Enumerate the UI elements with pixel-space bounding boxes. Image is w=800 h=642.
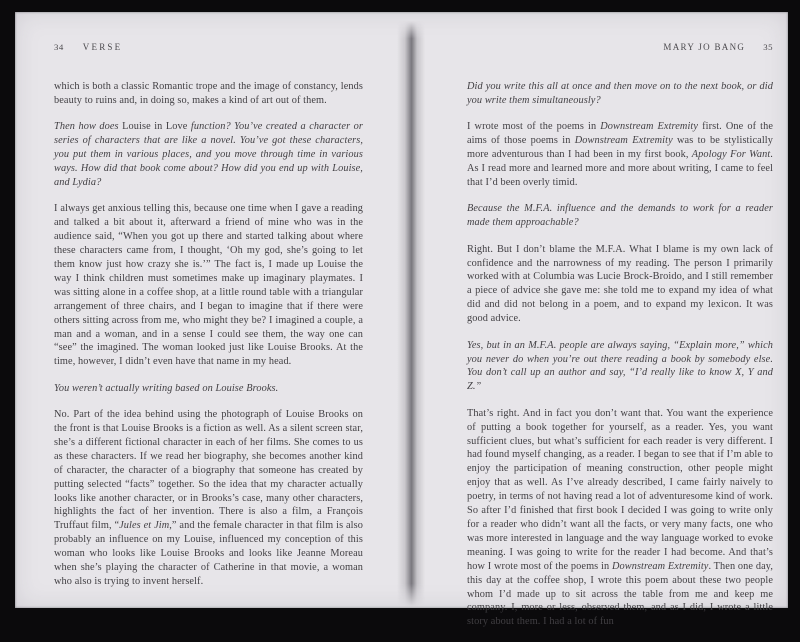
text-segment: Right. But I don’t blame the M.F.A. What I blame is my own lack of confidence and the narrowness of my reading. The person I primarily worked with at Columbia was Lucie Brock-Broido, and I still remember a piece of advice she gave me: she told me to expand my idea of what did and did not belong in a poem, and to expand my lexicon. It was good advice. [467, 243, 773, 325]
text-segment: I always get anxious telling this, because one time when I gave a reading and talked a bit about it, afterward a friend of mine who was in the audience said, “When you got up there and started talking about where these characters came from, I thought, ‘Oh my god, she’s going to let them know just how crazy she is.’” The fact is, I made up Louise the way I think children must sometimes make up imaginary playmates. I was sitting alone in a coffee shop, at a little round table with a triangular arrangement of three chairs, and I began to imagine that if there were others sitting across from me, who might they be? I imagined a couple, a man and a woman, and in a sense I could see them, the way one can “see” the imagined. The woman looked just like Louise Brooks. At the time, however, I didn’t even have that name in my head. [54, 203, 363, 368]
interview-question [467, 202, 773, 230]
page-left [54, 42, 363, 601]
text-segment: I wrote most of the poems in [467, 121, 601, 133]
interview-question [54, 120, 363, 190]
text-segment: which is both a classic Romantic trope and the image of constancy, lends beauty to ruins and, in doing so, makes a kind of art out of them. [54, 81, 363, 106]
text-segment: . As I read more and learned more and more about writing, I came to feel that I’d been overly timid. [467, 149, 773, 188]
text-segment: ,” and the female character in that film is also probably an influence on my Louise, influenced my conception of this woman who looks like Louise Brooks and looks like Jeanne Moreau when she’s playing the character of Catherine in that movie, a woman who also is trying to invent herself. [54, 520, 363, 587]
text-segment: That’s right. And in fact you don’t want that. You want the experience of putting a book together for yourself, as a reader. Yes, you want sufficient clues, but what’s sufficient for each reader is very different. I had found myself changing, as a reader. I began to see that if I’m able to enjoy the participation of meaning construction, other people might enjoy that as well. As I’ve already described, I came fairly naively to poetry, in terms of not having read a lot of adventuresome kind of work. So after I’d finished that first book I decided I was going to write only for a reader who didn’t want all the facts, or very many facts, one who was more interested in language and the way language worked to evoke meaning. I was going to write for the reader I had become. And that’s how I wrote most of the poems in [467, 407, 773, 572]
text-segment: Louise in Love [122, 121, 188, 133]
text-segment: Did you write this all at once and then move on to the next book, or did you write them simultaneously? [467, 81, 773, 106]
text-segment: Downstream Extremity [600, 121, 699, 133]
interview-answer [467, 243, 773, 326]
running-head-title-left: VERSE [82, 42, 123, 52]
interview-answer [54, 80, 363, 108]
text-segment: Downstream Extremity [574, 135, 673, 147]
text-segment: Because the M.F.A. influence and the demands to work for a reader made them approachable? [467, 203, 773, 229]
book-gutter-shadow [397, 21, 425, 607]
text-segment: was to be stylistically more adventurous than I had been in my first book, [467, 135, 773, 161]
page-number-left: 34 [54, 42, 64, 52]
interview-question [467, 80, 773, 108]
page-number-right: 35 [763, 42, 773, 52]
text-column-right [467, 80, 773, 629]
text-segment: . Then one day, this day at the coffee shop, I wrote this poem about these two people whom I’d made up to sit across the table from me and keep me company. I, more or less, observed them, and as I did, I wrote a little story about them. I had a lot of fun [467, 560, 773, 628]
text-segment: Yes, but in an M.F.A. people are always saying, “Explain more,” which you never do when you’re out there reading a book by somebody else. You don’t call up an author and say, “I’d really like to know X, Y and Z.” [467, 339, 773, 393]
book-scan [15, 12, 788, 628]
text-column-left [54, 80, 363, 589]
running-head-right [467, 42, 773, 54]
text-segment: You weren’t actually writing based on Louise Brooks. [54, 382, 279, 394]
interview-answer [54, 202, 363, 369]
text-segment: function? You’ve created a character or series of characters that are like a novel. You’ve got these characters, you put them in various places, and you move through time in various ways. How did that book come about? How did you end up with Louise, and Lydia? [54, 121, 363, 188]
text-segment: No. Part of the idea behind using the photograph of Louise Brooks on the front is that Louise Brooks is a fiction as well. As a silent screen star, she’s a different fictional character in each of her films. She comes to us as these characters. If we read her biography, she becomes another kind of character, the character of a biography that someone has created by putting selected “facts” together. So the idea that my character actually looks like another character, or in Brooks’s case, many other characters, highlights the fact of her invention. There is also a film, a François Truffaut film, “ [54, 409, 363, 532]
page-right [467, 42, 773, 642]
interview-answer [467, 120, 773, 190]
running-head-title-right: MARY JO BANG [663, 42, 746, 52]
text-segment: Then how does [54, 121, 123, 133]
interview-question [54, 382, 363, 396]
running-head-left [54, 42, 363, 54]
interview-answer [467, 407, 773, 630]
interview-answer [54, 408, 363, 589]
text-segment: Jules et Jim [119, 520, 170, 532]
text-segment: Downstream Extremity [611, 560, 709, 572]
text-segment: first. One of the aims of those poems in [467, 121, 773, 147]
interview-question [467, 339, 773, 395]
text-segment: Apology For Want [691, 149, 771, 161]
